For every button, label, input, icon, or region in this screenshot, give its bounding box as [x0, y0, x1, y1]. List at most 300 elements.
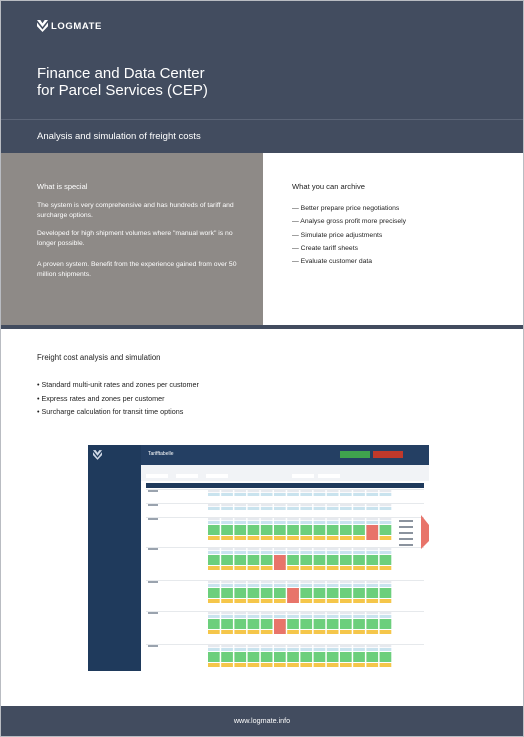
- grid-cell: [340, 536, 352, 540]
- grid-cell: [261, 551, 273, 554]
- grid-cell: [380, 584, 392, 587]
- grid-cell: [380, 615, 392, 618]
- grid-cell: [234, 648, 246, 651]
- grid-cell: [300, 507, 312, 510]
- grid-cell: [261, 648, 273, 651]
- grid-cell: [366, 493, 378, 496]
- grid-cell: [274, 536, 286, 540]
- grid-cell: [208, 551, 220, 554]
- grid-cell: [208, 566, 220, 570]
- grid-cell: [314, 619, 326, 629]
- grid-cell: [353, 536, 365, 540]
- special-panel: [1, 153, 263, 325]
- row-label: [148, 518, 158, 520]
- legend-entry: [399, 526, 413, 528]
- grid-cell: [366, 645, 378, 647]
- grid-cell: [327, 652, 339, 662]
- grid-cell: [314, 599, 326, 603]
- page-title-line-2: for Parcel Services (CEP): [37, 82, 208, 99]
- grid-cell: [380, 521, 392, 524]
- grid-cell: [234, 536, 246, 540]
- grid-cell: [300, 588, 312, 598]
- grid-cell: [366, 584, 378, 587]
- grid-cell: [261, 536, 273, 540]
- page-title-line-1: Finance and Data Center: [37, 65, 205, 82]
- page-title: [37, 65, 208, 99]
- grid-cell: [248, 518, 260, 520]
- grid-cell: [248, 619, 260, 629]
- grid-cell: [221, 493, 233, 496]
- legend-entry: [399, 532, 413, 534]
- grid-cell: [366, 548, 378, 550]
- filter-input: [146, 474, 168, 478]
- brand-name: LOGMATE: [51, 20, 102, 32]
- section-divider: [1, 325, 523, 329]
- grid-cell: [221, 630, 233, 634]
- grid-cell: [340, 612, 352, 614]
- row-label: [148, 645, 158, 647]
- grid-cell: [340, 525, 352, 535]
- grid-cell: [234, 555, 246, 565]
- grid-cell: [327, 490, 339, 492]
- special-paragraph-3: A proven system. Benefit from the experience gained from over 50 million shipments.: [37, 261, 237, 278]
- grid-cell: [300, 518, 312, 520]
- grid-cell: [248, 648, 260, 651]
- grid-cell: [353, 566, 365, 570]
- grid-cell: [221, 518, 233, 520]
- grid-cell: [380, 518, 392, 520]
- grid-cell: [261, 615, 273, 618]
- grid-cell: [208, 663, 220, 667]
- grid-cell: [300, 536, 312, 540]
- grid-cell: [314, 652, 326, 662]
- grid-cell: [300, 548, 312, 550]
- grid-cell: [314, 615, 326, 618]
- grid-cell: [208, 652, 220, 662]
- grid-cell: [248, 555, 260, 565]
- archive-item: — Analyse gross profit more precisely: [292, 218, 407, 226]
- grid-cell: [234, 490, 246, 492]
- grid-cell: [353, 615, 365, 618]
- grid-cell: [208, 612, 220, 614]
- grid-cell: [314, 663, 326, 667]
- grid-cell: [340, 490, 352, 492]
- grid-cell: [380, 581, 392, 583]
- grid-cell: [327, 507, 339, 510]
- grid-cell: [366, 630, 378, 634]
- grid-cell: [261, 490, 273, 492]
- grid-cell: [366, 652, 378, 662]
- grid-cell: [380, 619, 392, 629]
- grid-cell: [340, 588, 352, 598]
- grid-separator: [146, 611, 424, 612]
- grid-cell: [353, 504, 365, 506]
- grid-cell: [234, 663, 246, 667]
- grid-cell: [208, 615, 220, 618]
- grid-cell: [248, 490, 260, 492]
- grid-cell: [314, 584, 326, 587]
- grid-cell: [300, 619, 312, 629]
- grid-cell: [380, 652, 392, 662]
- grid-cell: [208, 507, 220, 510]
- grid-cell: [261, 619, 273, 629]
- grid-cell: [340, 619, 352, 629]
- grid-cell: [340, 493, 352, 496]
- special-paragraph-2: Developed for high shipment volumes where "manual work" is no longer possible.: [37, 230, 233, 247]
- grid-cell: [300, 525, 312, 535]
- grid-cell: [261, 521, 273, 524]
- grid-cell: [366, 619, 378, 629]
- grid-cell-highlight: [366, 525, 378, 540]
- grid-cell: [221, 652, 233, 662]
- grid-cell: [221, 588, 233, 598]
- grid-cell: [380, 599, 392, 603]
- grid-cell: [287, 630, 299, 634]
- grid-cell: [300, 612, 312, 614]
- grid-cell: [353, 581, 365, 583]
- grid-cell: [314, 504, 326, 506]
- grid-cell: [327, 493, 339, 496]
- analysis-item: • Surcharge calculation for transit time options: [37, 407, 184, 416]
- grid-cell: [261, 493, 273, 496]
- grid-cell: [353, 521, 365, 524]
- grid-cell: [261, 581, 273, 583]
- grid-cell: [287, 619, 299, 629]
- grid-cell: [314, 566, 326, 570]
- grid-cell: [353, 555, 365, 565]
- grid-cell: [353, 507, 365, 510]
- grid-cell: [340, 648, 352, 651]
- grid-cell: [327, 588, 339, 598]
- grid-cell: [327, 645, 339, 647]
- grid-cell: [248, 581, 260, 583]
- grid-cell: [234, 581, 246, 583]
- grid-cell: [353, 548, 365, 550]
- grid-cell: [327, 584, 339, 587]
- grid-cell: [221, 599, 233, 603]
- grid-cell: [248, 663, 260, 667]
- grid-cell: [380, 525, 392, 535]
- grid-cell: [261, 588, 273, 598]
- grid-cell: [261, 645, 273, 647]
- grid-cell: [300, 630, 312, 634]
- filter-input: [292, 474, 314, 478]
- grid-cell: [248, 584, 260, 587]
- grid-cell: [208, 493, 220, 496]
- grid-cell: [380, 648, 392, 651]
- grid-cell: [234, 493, 246, 496]
- archive-item: — Better prepare price negotiations: [292, 205, 400, 212]
- grid-cell: [274, 648, 286, 651]
- grid-cell: [353, 584, 365, 587]
- grid-cell: [234, 551, 246, 554]
- grid-cell: [261, 507, 273, 510]
- grid-cell: [234, 645, 246, 647]
- grid-cell: [327, 518, 339, 520]
- grid-cell: [248, 551, 260, 554]
- grid-cell: [274, 663, 286, 667]
- grid-cell: [248, 507, 260, 510]
- grid-cell: [261, 584, 273, 587]
- grid-cell: [287, 645, 299, 647]
- grid-cell: [340, 584, 352, 587]
- grid-cell: [287, 493, 299, 496]
- grid-cell: [340, 555, 352, 565]
- grid-cell: [353, 490, 365, 492]
- grid-cell: [300, 663, 312, 667]
- grid-cell: [327, 551, 339, 554]
- row-label: [148, 490, 158, 492]
- grid-cell: [314, 588, 326, 598]
- grid-cell: [221, 584, 233, 587]
- grid-cell: [340, 599, 352, 603]
- header-divider: [1, 119, 523, 120]
- analysis-item: • Standard multi-unit rates and zones per customer: [37, 380, 199, 389]
- tariff-table-screenshot: [88, 445, 429, 671]
- grid-cell: [327, 599, 339, 603]
- grid-cell: [380, 630, 392, 634]
- grid-cell: [261, 652, 273, 662]
- grid-cell: [287, 507, 299, 510]
- grid-cell: [366, 490, 378, 492]
- grid-cell: [314, 581, 326, 583]
- grid-cell: [353, 525, 365, 535]
- grid-separator: [146, 644, 424, 645]
- grid-separator: [146, 517, 424, 518]
- grid-cell: [366, 518, 378, 520]
- grid-cell: [208, 588, 220, 598]
- grid-cell: [274, 599, 286, 603]
- grid-header-row: [146, 483, 424, 488]
- grid-cell: [353, 645, 365, 647]
- grid-cell: [380, 566, 392, 570]
- grid-cell: [340, 652, 352, 662]
- grid-cell: [287, 525, 299, 535]
- grid-cell: [274, 521, 286, 524]
- grid-cell: [380, 551, 392, 554]
- grid-cell: [300, 599, 312, 603]
- grid-cell: [327, 615, 339, 618]
- analysis-item: • Express rates and zones per customer: [37, 393, 165, 403]
- grid-cell: [208, 584, 220, 587]
- grid-cell: [221, 548, 233, 550]
- grid-cell: [248, 615, 260, 618]
- grid-cell: [314, 490, 326, 492]
- page-subtitle: Analysis and simulation of freight costs: [37, 131, 201, 142]
- grid-cell: [340, 566, 352, 570]
- grid-cell: [234, 652, 246, 662]
- grid-cell: [353, 663, 365, 667]
- row-label: [148, 504, 158, 506]
- grid-cell: [221, 504, 233, 506]
- grid-cell: [208, 536, 220, 540]
- grid-cell: [314, 521, 326, 524]
- grid-separator: [146, 580, 424, 581]
- grid-cell: [340, 504, 352, 506]
- grid-cell: [287, 518, 299, 520]
- grid-cell: [327, 566, 339, 570]
- grid-cell: [261, 630, 273, 634]
- legend-entry: [399, 520, 413, 522]
- filter-input: [176, 474, 198, 478]
- grid-cell: [221, 521, 233, 524]
- archive-item: — Evaluate customer data: [292, 258, 373, 266]
- grid-cell: [221, 615, 233, 618]
- grid-cell: [234, 548, 246, 550]
- grid-cell: [314, 551, 326, 554]
- grid-cell: [208, 525, 220, 535]
- grid-cell: [366, 521, 378, 524]
- grid-cell: [261, 525, 273, 535]
- grid-cell: [366, 599, 378, 603]
- grid-cell: [327, 521, 339, 524]
- grid-cell: [221, 648, 233, 651]
- grid-cell: [327, 555, 339, 565]
- grid-cell: [300, 566, 312, 570]
- grid-cell: [234, 566, 246, 570]
- grid-cell: [327, 619, 339, 629]
- grid-cell: [380, 663, 392, 667]
- logmate-logo-icon: [37, 20, 48, 32]
- grid-cell: [234, 588, 246, 598]
- grid-cell: [287, 652, 299, 662]
- grid-cell: [248, 536, 260, 540]
- grid-cell: [366, 555, 378, 565]
- grid-cell: [221, 612, 233, 614]
- grid-cell: [274, 615, 286, 618]
- legend-entry: [399, 544, 413, 546]
- grid-cell: [261, 663, 273, 667]
- grid-cell: [221, 551, 233, 554]
- grid-cell: [208, 599, 220, 603]
- grid-cell: [234, 599, 246, 603]
- grid-cell: [327, 536, 339, 540]
- row-label: [148, 612, 158, 614]
- grid-cell: [287, 615, 299, 618]
- grid-cell: [208, 518, 220, 520]
- grid-cell: [234, 518, 246, 520]
- grid-cell: [221, 645, 233, 647]
- grid-cell: [366, 581, 378, 583]
- grid-cell: [221, 490, 233, 492]
- grid-cell: [234, 615, 246, 618]
- grid-cell: [380, 645, 392, 647]
- grid-cell: [287, 612, 299, 614]
- grid-cell: [234, 619, 246, 629]
- grid-cell-highlight: [274, 619, 286, 634]
- grid-cell: [234, 584, 246, 587]
- grid-cell: [274, 551, 286, 554]
- analysis-list: [37, 378, 199, 419]
- grid-cell: [261, 566, 273, 570]
- grid-cell: [340, 521, 352, 524]
- footer-bar: [1, 706, 523, 736]
- grid-cell: [221, 581, 233, 583]
- grid-cell: [380, 588, 392, 598]
- grid-cell: [221, 566, 233, 570]
- grid-cell: [287, 584, 299, 587]
- grid-cell: [274, 612, 286, 614]
- grid-cell: [327, 581, 339, 583]
- grid-cell: [314, 612, 326, 614]
- grid-cell: [234, 525, 246, 535]
- grid-cell: [300, 493, 312, 496]
- grid-cell: [327, 504, 339, 506]
- grid-cell: [340, 645, 352, 647]
- grid-cell: [327, 612, 339, 614]
- grid-cell: [314, 536, 326, 540]
- grid-cell: [208, 555, 220, 565]
- grid-cell: [340, 548, 352, 550]
- grid-cell: [248, 566, 260, 570]
- grid-cell: [274, 525, 286, 535]
- grid-cell: [208, 645, 220, 647]
- grid-cell: [208, 490, 220, 492]
- scroll-arrow-icon: [421, 515, 429, 549]
- grid-cell: [366, 612, 378, 614]
- grid-cell: [208, 548, 220, 550]
- grid-cell: [353, 652, 365, 662]
- grid-cell: [234, 504, 246, 506]
- grid-cell: [353, 612, 365, 614]
- grid-cell: [287, 581, 299, 583]
- grid-cell: [248, 525, 260, 535]
- grid-cell: [274, 548, 286, 550]
- grid-cell: [274, 493, 286, 496]
- grid-cell: [248, 645, 260, 647]
- grid-cell: [274, 504, 286, 506]
- website-link[interactable]: www.logmate.info: [233, 716, 291, 725]
- grid-cell: [208, 630, 220, 634]
- grid-cell: [261, 518, 273, 520]
- grid-cell: [380, 536, 392, 540]
- grid-cell: [208, 521, 220, 524]
- grid-cell: [340, 663, 352, 667]
- grid-cell: [327, 548, 339, 550]
- grid-cell: [221, 507, 233, 510]
- header-banner: [1, 1, 523, 153]
- grid-cell: [353, 588, 365, 598]
- grid-cell: [366, 507, 378, 510]
- analysis-heading: Freight cost analysis and simulation: [37, 353, 161, 362]
- grid-cell: [327, 663, 339, 667]
- grid-cell: [274, 581, 286, 583]
- grid-cell: [274, 588, 286, 598]
- grid-cell: [248, 599, 260, 603]
- grid-cell: [287, 504, 299, 506]
- row-label: [148, 581, 158, 583]
- archive-panel: [263, 153, 523, 325]
- grid-cell: [353, 630, 365, 634]
- row-label: [148, 548, 158, 550]
- grid-cell: [366, 551, 378, 554]
- grid-cell: [340, 630, 352, 634]
- grid-cell: [314, 555, 326, 565]
- grid-cell: [353, 551, 365, 554]
- grid-cell: [221, 619, 233, 629]
- grid-cell: [274, 652, 286, 662]
- grid-cell: [287, 490, 299, 492]
- grid-cell: [300, 581, 312, 583]
- grid-cell: [327, 630, 339, 634]
- grid-cell: [221, 555, 233, 565]
- grid-cell: [300, 504, 312, 506]
- grid-cell: [248, 521, 260, 524]
- grid-cell: [248, 612, 260, 614]
- grid-cell: [287, 548, 299, 550]
- grid-cell: [380, 612, 392, 614]
- grid-cell: [234, 507, 246, 510]
